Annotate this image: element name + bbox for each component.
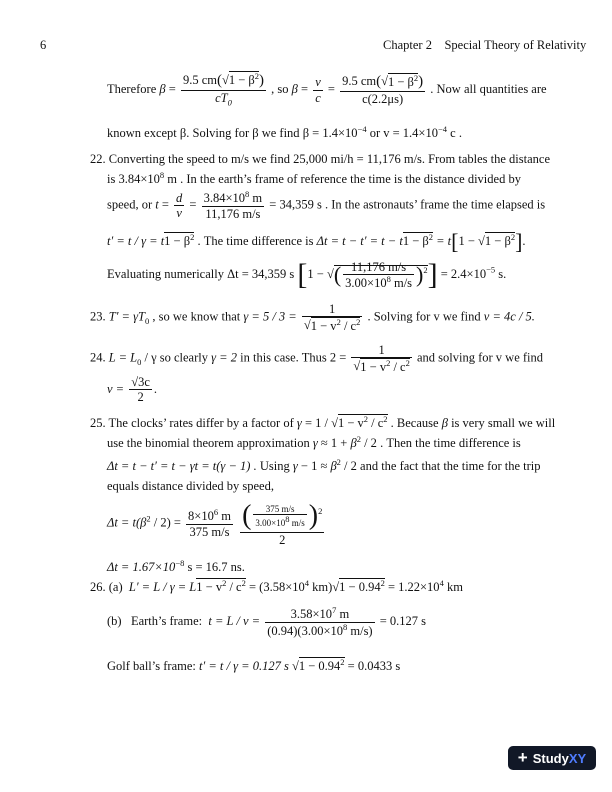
p26-golf-ball: Golf ball’s frame: t′ = t / γ = 0.127 s $√1 - 0.94^2 = 0.0433$ s: [107, 657, 401, 674]
p21-equation-line: Therefore β = $\frac{9.5 cm(√1 - \beta^2)}{cT_0}$ , so β = $\frac{v}{c}$ = $\frac{9.5 cm(√1 - \beta^2)}{c(2.2\mu s)}$ . Now all quantities are: [107, 71, 547, 108]
text-rest: . Now all quantities are: [430, 81, 547, 96]
p23-line: 23. $T' = \gamma T_0$ , so we know that γ = 5 / 3 = $\frac{1}{√1 - v^2 / c^2}$ . Solving for v we find v = 4c / 5.: [90, 302, 535, 333]
chapter-label: Chapter 2: [383, 38, 432, 52]
text-so: , so: [271, 81, 289, 96]
p22-line3: speed, or t = $\frac{d}{v}$ = $\frac{3.84\times 10^8 m}{11,176 m/s}$ = 34,359 s . In the astronauts’ frame the time elapsed is: [107, 189, 546, 221]
fraction-gamma: $\frac{1}{√1 - v^2 / c^2}$: [303, 302, 361, 333]
fraction-beta-1: $\frac{9.5 cm(√1 - \beta^2)}{cT_0}$: [182, 71, 265, 108]
fraction-gamma-2: $\frac{1}{√1 - v^2 / c^2}$: [353, 343, 410, 374]
p25-line1: 25. The clocks’ rates differ by a factor of $\gamma = 1 / √1 - v^2 / c^2$ . Because β is very small we will: [90, 414, 556, 431]
p24-line: 24. $L = L_0 / \gamma$ so clearly γ = 2 in this case. Thus 2 = $\frac{1}{√1 - v^2 / c^2}$ and solving for v we find: [90, 343, 544, 374]
p21-solution-line: known except β. Solving for β we find $\beta = 1.4\times 10^{-4}$ or $v = 1.4\times 10^{-4}$ c .: [107, 124, 462, 141]
text-therefore: Therefore: [107, 81, 157, 96]
p22-line1: 22. Converting the speed to m/s we find 25,000 mi/h = 11,176 m/s. From tables the distance: [90, 152, 551, 166]
p22-line4: $t' = t / \gamma = t1 - \beta^2$ . The time difference is $\Delta t = t - t' = t - t1 - \beta^2 = t[1 - √1 - \beta^2]$.: [107, 229, 526, 254]
p25-line4: equals distance divided by speed,: [107, 479, 274, 493]
fraction-distance: $\frac{3.84\times 10^8 m}{11,176 m/s}$: [203, 189, 263, 221]
fraction-earth-time: $\frac{3.58\times 10^7 m}{(0.94)(3.00\times 10^8 m/s)}$: [267, 605, 373, 638]
p26-part-a: 26. (a) $L' = L / \gamma = L1 - v^2 / c^2 = (3.58\times 10^4$ $km)√1 - 0.94^2 = 1.22\times 10^4$ km: [90, 578, 463, 595]
fraction-v-answer: $\frac{√3c}{2}$: [131, 375, 150, 405]
page-number: 6: [40, 38, 47, 52]
running-head: [383, 38, 586, 53]
fraction-beta-2: $\frac{9.5 cm(√1 - \beta^2)}{c(2.2\mu s)}$: [342, 72, 424, 107]
p22-line2: is $3.84\times 10^8$ m . In the earth’s frame of reference the time is the distance divided by: [107, 170, 521, 187]
p25-result: $\Delta t = 1.67\times 10^{-8}$ s = 16.7 ns.: [107, 558, 245, 575]
chapter-title: Special Theory of Relativity: [444, 38, 587, 52]
p24-answer: v = $\frac{√3c}{2}$ .: [107, 375, 158, 405]
p25-line2: use the binomial theorem approximation $\gamma \approx 1 + \beta^2 / 2$ . Then the time difference is: [107, 434, 521, 451]
plus-icon: +: [517, 748, 528, 767]
p25-equation: $\Delta t = t(\beta^2 / 2)$ = $\frac{8\times 10^6 m}{375 m/s}$ ( $\frac{375 m/s}{3.00\times 10^8 m/s}$ )$^2$ 2: [107, 500, 323, 548]
p22-line5: Evaluating numerically Δt = 34,359 s [1 − √( $\frac{11,176 m/s}{3.00\times 10^8 m/s}$ )$^2] = 2.4\times 10^{-5}$ s.: [107, 258, 507, 291]
fraction-speed-ratio: $\frac{11,176 m/s}{3.00\times 10^8 m/s}$: [345, 259, 413, 291]
fraction-v-c: $\frac{v}{c}$: [315, 75, 321, 105]
p25-line3: Δt = t − t′ = t − γt = t(γ − 1) . Using $\gamma - 1 \approx \beta^2 / 2$ and the fact that the time for the trip: [107, 457, 541, 474]
fraction-beta-squared: ( $\frac{375 m/s}{3.00\times 10^8 m/s}$ )$^2$ 2: [242, 500, 323, 548]
p26-part-b: (b) Earth’s frame: t = L / v = $\frac{3.58\times 10^7 m}{(0.94)(3.00\times 10^8 m/s)}$ = 0.127 s: [107, 605, 427, 638]
fraction-time: $\frac{8\times 10^6 m}{375 m/s}$: [188, 507, 231, 539]
studyxy-logo: + StudyXY: [508, 746, 596, 770]
